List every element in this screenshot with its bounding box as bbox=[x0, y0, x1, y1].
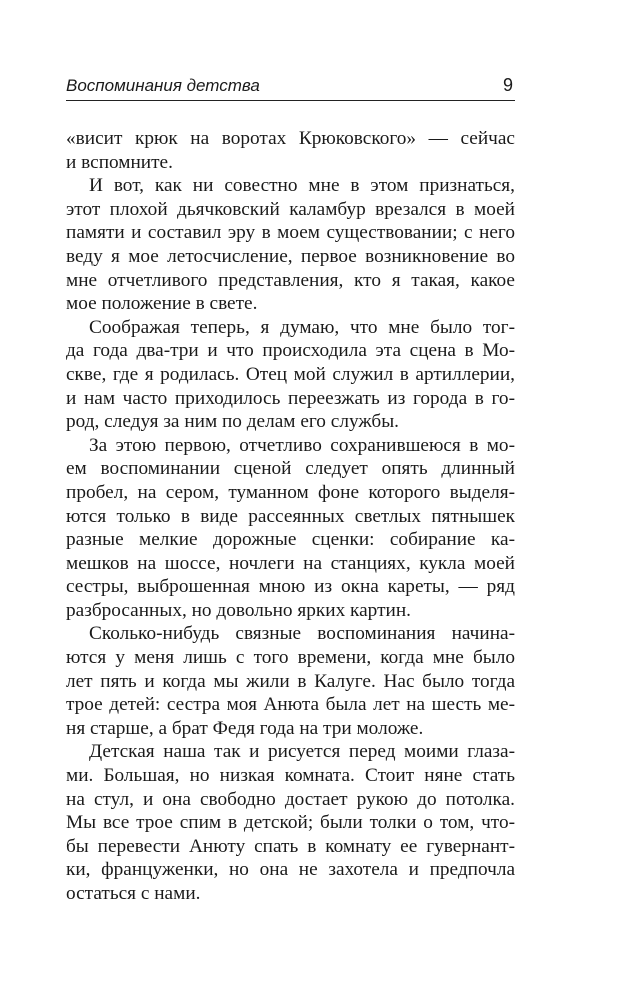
text-line: разные мелкие дорожные сценки: собирание ка- bbox=[66, 529, 515, 551]
text-line: скве, где я родилась. Отец мой служил в артиллерии, bbox=[66, 363, 515, 385]
text-line: памяти и составил эру в моем существовании; с него bbox=[66, 222, 515, 244]
text-line: сестры, выброшенная мною из окна кареты, — ряд bbox=[66, 576, 515, 598]
text-line: веду я мое летосчисление, первое возникновение во bbox=[66, 245, 515, 267]
text-line: ня старше, а брат Федя года на три моложе. bbox=[66, 717, 424, 739]
text-line: и нам часто приходилось переезжать из города в го- bbox=[66, 387, 515, 409]
text-line: и вспомните. bbox=[66, 151, 173, 173]
page-number: 9 bbox=[502, 75, 513, 95]
text-line: этот плохой дьячковский каламбур врезался в моей bbox=[66, 198, 515, 220]
text-line: За этою первою, отчетливо сохранившеюся в мо- bbox=[89, 434, 515, 456]
body-text bbox=[66, 127, 515, 906]
text-line: разбросанных, но довольно ярких картин. bbox=[66, 599, 411, 621]
text-line: Детская наша так и рисуется перед моими глаза- bbox=[89, 741, 515, 763]
text-line: мое положение в свете. bbox=[66, 293, 258, 315]
text-line: трое детей: сестра моя Анюта была лет на шесть ме- bbox=[66, 694, 515, 716]
text-line: мне отчетливого представления, кто я такая, какое bbox=[66, 269, 515, 291]
paragraph bbox=[66, 622, 515, 740]
text-line: ки, француженки, но она не захотела и предпочла bbox=[66, 859, 515, 881]
paragraph bbox=[66, 174, 515, 316]
text-line: бы перевести Анюту спать в комнату ее гувернант- bbox=[66, 835, 515, 857]
paragraph bbox=[66, 127, 515, 174]
paragraph bbox=[66, 434, 515, 623]
text-line: пробел, на сером, туманном фоне которого выделя- bbox=[66, 481, 515, 503]
text-line: ются только в виде рассеянных светлых пятнышек bbox=[66, 505, 515, 527]
text-line: ми. Большая, но низкая комната. Стоит няне стать bbox=[66, 765, 515, 787]
text-line: на стул, и она свободно достает рукою до потолка. bbox=[66, 788, 515, 810]
page-header bbox=[66, 76, 515, 101]
text-line: ем воспоминании сценой следует опять длинный bbox=[66, 458, 515, 480]
text-line: ются у меня лишь с того времени, когда мне было bbox=[66, 647, 515, 669]
text-line: мешков на шоссе, ночлеги на станциях, кукла моей bbox=[66, 552, 515, 574]
text-line: да года два-три и что происходила эта сцена в Мо- bbox=[66, 340, 515, 362]
text-line: Соображая теперь, я думаю, что мне было тог- bbox=[89, 316, 515, 338]
text-line: лет пять и когда мы жили в Калуге. Нас было тогда bbox=[66, 670, 515, 692]
text-line: Сколько-нибудь связные воспоминания начина- bbox=[89, 623, 515, 645]
paragraph bbox=[66, 740, 515, 905]
text-line: «висит крюк на воротах Крюковского» — сейчас bbox=[66, 128, 515, 149]
text-line: Мы все трое спим в детской; были толки о том, что- bbox=[66, 812, 515, 834]
text-line: род, следуя за ним по делам его службы. bbox=[66, 411, 399, 433]
text-line: И вот, как ни совестно мне в этом признаться, bbox=[89, 175, 515, 197]
text-line: остаться с нами. bbox=[66, 883, 201, 904]
paragraph bbox=[66, 316, 515, 434]
running-title: Воспоминания детства bbox=[66, 76, 260, 95]
